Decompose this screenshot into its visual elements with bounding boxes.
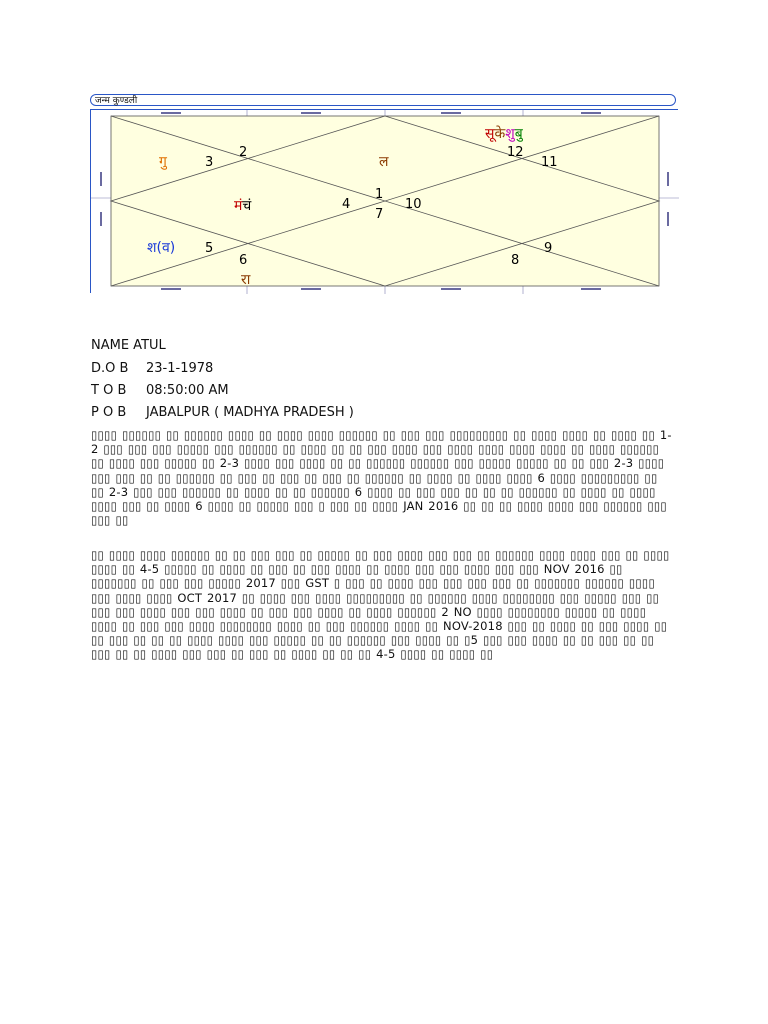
chart-svg xyxy=(91,110,679,294)
pob-label: P O B xyxy=(91,405,127,420)
house-number-2: 2 xyxy=(239,145,248,160)
house-number-1: 1 xyxy=(375,187,384,202)
house-number-8: 8 xyxy=(511,253,520,268)
paragraph-1 xyxy=(91,428,673,527)
dob-value: 23-1-1978 xyxy=(146,361,214,376)
house-number-9: 9 xyxy=(544,241,553,256)
dob-line xyxy=(91,361,213,377)
house-number-3: 3 xyxy=(205,155,214,170)
house-number-6: 6 xyxy=(239,253,248,268)
tob-line xyxy=(91,383,229,399)
planet-sun: सू xyxy=(485,126,495,142)
tob-value: 08:50:00 AM xyxy=(146,383,229,398)
pob-value: JABALPUR ( MADHYA PRADESH ) xyxy=(146,405,354,420)
house-number-12: 12 xyxy=(507,145,524,160)
chart-inner xyxy=(111,116,659,286)
planet-venus: शु xyxy=(505,126,515,142)
planets-house-1: ल xyxy=(379,154,389,170)
house-number-5: 5 xyxy=(205,241,214,256)
kundli-chart xyxy=(90,94,678,294)
house-number-10: 10 xyxy=(405,197,422,212)
planet-ketu: के xyxy=(494,126,506,142)
paragraph-1-text: ▯▯▯▯ ▯▯▯▯▯▯ ▯▯ ▯▯▯▯▯▯ ▯▯▯▯ ▯▯ ▯▯▯▯ ▯▯▯▯ ▯▯▯▯▯▯ ▯▯ ▯▯▯ ▯▯▯ ▯▯▯▯▯▯▯▯▯ ▯▯ ▯▯▯▯ ▯▯▯▯ ▯▯ ▯▯▯▯ ▯▯ 1-2 ▯▯▯ ▯▯▯ ▯▯▯ ▯▯▯▯▯ ▯▯▯ ▯▯▯▯▯▯ ▯▯ ▯▯▯▯ ▯▯ ▯▯ ▯▯▯ ▯▯▯▯ ▯▯▯ ▯▯▯▯ ▯▯▯▯ ▯▯▯▯ ▯▯▯▯ ▯▯ ▯▯▯▯ ▯▯▯▯▯▯ ▯▯ ▯▯▯▯ ▯▯▯ ▯▯▯▯▯ ▯▯ 2-3 ▯▯▯▯ ▯▯▯ ▯▯▯▯ ▯▯ ▯▯ ▯▯▯▯▯▯ ▯▯▯▯▯▯ ▯▯▯ ▯▯▯▯▯ ▯▯▯▯▯ ▯▯ ▯▯ ▯▯▯ 2-3 ▯▯▯▯ ▯▯▯ ▯▯▯ ▯▯ ▯▯ ▯▯▯▯▯▯ ▯▯ ▯▯▯ ▯▯ ▯▯▯ ▯▯ ▯▯▯ ▯▯ ▯▯▯▯▯▯ ▯▯ ▯▯▯▯ ▯▯ ▯▯▯▯ ▯▯▯▯ 6 ▯▯▯▯ ▯▯▯▯▯▯▯▯▯ ▯▯ ▯▯ 2-3 ▯▯▯ ▯▯▯ ▯▯▯▯▯▯ ▯▯ ▯▯▯▯ ▯▯ ▯▯ ▯▯▯▯▯▯ 6 ▯▯▯▯ ▯▯ ▯▯▯ ▯▯▯ ▯▯ ▯▯ ▯▯ ▯▯▯▯▯▯ ▯▯ ▯▯▯▯ ▯▯ ▯▯▯▯ ▯▯▯▯ ▯▯▯ ▯▯ ▯▯▯▯ 6 ▯▯▯▯ ▯▯ ▯▯▯▯▯ ▯▯▯ ▯ ▯▯▯ ▯▯ ▯▯▯▯ JAN 2016 ▯▯ ▯▯ ▯▯ ▯▯▯▯ ▯▯▯▯ ▯▯▯ ▯▯▯▯▯▯ ▯▯▯ ▯▯▯ ▯▯ xyxy=(91,428,672,528)
planets-house-5: श(व) xyxy=(147,240,176,256)
chart-frame xyxy=(90,109,678,293)
planets-house-12 xyxy=(485,125,524,142)
house-number-11: 11 xyxy=(541,155,558,170)
paragraph-2-text: ▯▯ ▯▯▯▯ ▯▯▯▯ ▯▯▯▯▯▯ ▯▯ ▯▯ ▯▯▯ ▯▯▯ ▯▯ ▯▯▯▯▯ ▯▯ ▯▯▯ ▯▯▯▯ ▯▯▯ ▯▯▯ ▯▯ ▯▯▯▯▯▯ ▯▯▯▯ ▯▯▯▯ ▯▯▯ ▯▯ ▯▯▯▯ ▯▯▯▯ ▯▯ 4-5 ▯▯▯▯▯ ▯▯ ▯▯▯▯ ▯▯ ▯▯▯ ▯▯ ▯▯▯ ▯▯▯▯ ▯▯ ▯▯▯▯ ▯▯▯ ▯▯▯ ▯▯▯▯ ▯▯▯ ▯▯▯ NOV 2016 ▯▯ ▯▯▯▯▯▯▯ ▯▯ ▯▯▯ ▯▯▯ ▯▯▯▯▯ 2017 ▯▯▯ GST ▯ ▯▯▯ ▯▯ ▯▯▯▯ ▯▯▯ ▯▯▯ ▯▯▯ ▯▯▯ ▯▯ ▯▯▯▯▯▯▯ ▯▯▯▯▯▯ ▯▯▯▯ ▯▯▯ ▯▯▯▯ ▯▯▯▯ OCT 2017 ▯▯ ▯▯▯▯ ▯▯▯ ▯▯▯▯ ▯▯▯▯▯▯▯▯▯ ▯▯ ▯▯▯▯▯▯ ▯▯▯▯ ▯▯▯▯▯▯▯▯ ▯▯▯ ▯▯▯▯▯ ▯▯▯ ▯▯ ▯▯▯ ▯▯▯ ▯▯▯▯ ▯▯▯ ▯▯▯ ▯▯▯▯ ▯▯ ▯▯▯ ▯▯▯ ▯▯▯▯ ▯▯ ▯▯▯▯ ▯▯▯▯▯▯ 2 NO ▯▯▯▯ ▯▯▯▯▯▯▯▯ ▯▯▯▯▯ ▯▯ ▯▯▯▯ ▯▯▯▯ ▯▯ ▯▯▯ ▯▯▯ ▯▯▯▯ ▯▯▯▯▯▯▯▯ ▯▯▯▯ ▯▯ ▯▯▯ ▯▯▯▯▯▯ ▯▯▯▯ ▯▯ NOV-2018 ▯▯▯ ▯▯ ▯▯▯▯ ▯▯ ▯▯▯ ▯▯▯▯ ▯▯ ▯▯ ▯▯▯ ▯▯ ▯▯ ▯▯ ▯▯▯▯ ▯▯▯▯ ▯▯▯ ▯▯▯▯▯ ▯▯ ▯▯ ▯▯▯▯▯▯ ▯▯▯ ▯▯▯▯ ▯▯ ▯5 ▯▯▯ ▯▯▯ ▯▯▯▯ ▯▯ ▯▯ ▯▯▯ ▯▯ ▯▯ ▯▯▯ ▯▯ ▯▯ ▯▯▯▯ ▯▯▯ ▯▯▯ ▯▯ ▯▯▯ ▯▯ ▯▯▯▯ ▯▯ ▯▯ ▯▯ 4-5 ▯▯▯▯ ▯▯ ▯▯▯▯ ▯▯ xyxy=(91,548,670,662)
tob-label: T O B xyxy=(91,383,127,398)
planets-house-7: रा xyxy=(241,272,251,288)
planet-moon: चं xyxy=(242,198,252,214)
paragraph-2 xyxy=(91,548,673,662)
planet-mercury: बु xyxy=(514,126,523,142)
planets-house-4 xyxy=(234,198,252,214)
house-number-4: 4 xyxy=(342,197,351,212)
name-line: NAME ATUL xyxy=(91,338,166,353)
pob-line xyxy=(91,405,354,421)
dob-label: D.O B xyxy=(91,361,129,376)
planets-house-3: गु xyxy=(159,154,167,170)
planet-mars: मं xyxy=(234,198,243,214)
chart-title: जन्म कुण्डली xyxy=(90,94,676,106)
house-number-7: 7 xyxy=(375,207,384,222)
